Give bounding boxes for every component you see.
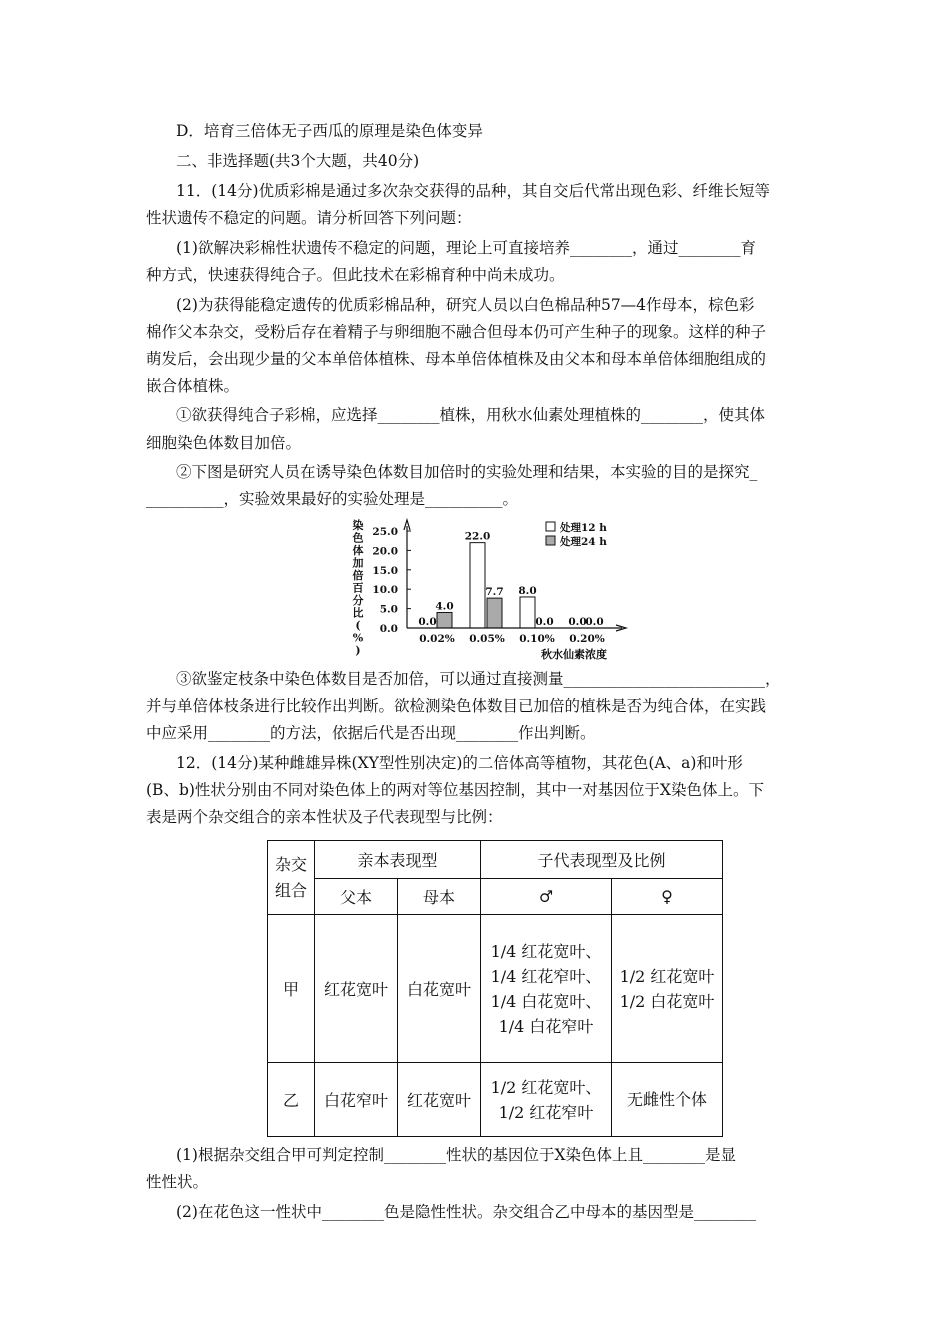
ratio-line: 1/2 白花宽叶 (619, 991, 715, 1011)
header-father: 父本 (315, 879, 398, 915)
legend-label: 处理24 h (560, 536, 607, 548)
y-axis-label-char: 加 (352, 556, 364, 570)
row-name: 甲 (268, 915, 315, 1063)
x-tick-label: 0.02% (419, 633, 455, 645)
y-axis-label (353, 518, 364, 657)
mother-phenotype: 白花宽叶 (398, 915, 481, 1063)
y-axis-label-char: 倍 (352, 569, 364, 582)
bar-value-label: 4.0 (435, 600, 454, 613)
table-row (268, 1063, 723, 1137)
y-tick-label: 25.0 (372, 526, 398, 538)
text-line: 棉作父本杂交，受粉后存在着精子与卵细胞不融合但母本仍可产生种子的现象。这样的种子 (146, 323, 767, 341)
ratio-line: 1/2 红花窄叶 (498, 1102, 594, 1122)
legend-label: 处理12 h (560, 522, 607, 534)
text-line: (B、b)性状分别由不同对染色体上的两对等位基因控制，其中一对基因位于X染色体上。下 (146, 781, 764, 799)
y-axis-ticks (372, 526, 411, 635)
ratio-line: 1/4 白花宽叶、 (490, 991, 602, 1011)
text-line: 细胞染色体数目加倍。 (146, 434, 302, 452)
bar-chart (350, 516, 640, 664)
header-cross-group-text: 杂交组合 (274, 854, 307, 900)
male-offspring (481, 1063, 612, 1137)
legend-swatch (546, 536, 555, 545)
y-tick-label: 15.0 (372, 564, 398, 577)
ratio-line: 1/2 红花宽叶、 (490, 1077, 602, 1097)
bar-value-label: 8.0 (518, 584, 537, 597)
section-heading: 二、非选择题(共3个大题，共40分) (176, 152, 420, 170)
y-tick-label: 10.0 (372, 584, 398, 597)
female-offspring (612, 1063, 723, 1137)
father-phenotype: 红花宽叶 (315, 915, 398, 1063)
y-axis-label-char: ( (355, 619, 361, 632)
subquestion-3: ③欲鉴定枝条中染色体数目是否加倍，可以通过直接测量__________________________， (176, 670, 781, 688)
ratio-line: 1/2 红花宽叶 (619, 966, 715, 986)
question-11-part-1: (1)欲解决彩棉性状遗传不稳定的问题，理论上可直接培养________，通过________育 (176, 239, 756, 257)
text-line: 嵌合体植株。 (146, 377, 240, 395)
bar-value-label: 22.0 (464, 530, 491, 543)
question-11-stem: 11．(14分)优质彩棉是通过多次杂交获得的品种，其自交后代常出现色彩、纤维长短等 (176, 182, 771, 200)
text-line: 并与单倍体枝条进行比较作出判断。欲检测染色体数目已加倍的植株是否为纯合体，在实践 (146, 697, 767, 715)
header-mother: 母本 (398, 879, 481, 915)
y-axis-label-char: ) (355, 644, 361, 657)
x-tick-label: 0.20% (569, 633, 605, 645)
bar-value-label: 0.0 (418, 616, 437, 628)
bar-value-label: 0.0 (568, 616, 587, 628)
y-axis-label-char: 百 (352, 581, 364, 595)
y-tick-label: 0.0 (379, 623, 398, 635)
text-line: 表是两个杂交组合的亲本性状及子代表现型与比例： (146, 808, 503, 826)
cross-results-table (267, 840, 723, 1137)
header-male-symbol: ♂ (481, 879, 612, 915)
header-parents: 亲本表现型 (315, 841, 481, 879)
y-axis-label-char: 色 (352, 531, 364, 545)
subquestion-2: ②下图是研究人员在诱导染色体数目加倍时的实验处理和结果，本实验的目的是探究_ (176, 463, 758, 481)
subquestion-1: ①欲获得纯合子彩棉，应选择________植株，用秋水仙素处理植株的________，使其体 (176, 406, 766, 424)
header-female-symbol: ♀ (612, 879, 723, 915)
bar-value-label: 0.0 (585, 616, 604, 628)
question-12-stem: 12．(14分)某种雌雄异株(XY型性别决定)的二倍体高等植物，其花色(A、a)和叶形 (176, 754, 743, 772)
ratio-line: 1/4 红花窄叶、 (490, 966, 602, 986)
question-12-part-1: (1)根据杂交组合甲可判定控制________性状的基因位于X染色体上且________是显 (176, 1146, 736, 1164)
row-name: 乙 (268, 1063, 315, 1137)
x-tick-label: 0.10% (519, 633, 555, 645)
bar-value-label: 7.7 (485, 586, 504, 599)
question-12-part-2: (2)在花色这一性状中________色是隐性性状。杂交组合乙中母本的基因型是________ (176, 1203, 756, 1221)
text-line: 中应采用________的方法，依据后代是否出现________作出判断。 (146, 724, 596, 742)
y-axis-label-char: 染 (352, 519, 364, 532)
y-axis-label-char: 分 (352, 594, 364, 607)
male-offspring (481, 915, 612, 1063)
header-offspring: 子代表现型及比例 (481, 841, 723, 879)
legend-swatch (546, 522, 555, 531)
y-tick-label: 20.0 (372, 545, 398, 558)
mother-phenotype: 红花宽叶 (398, 1063, 481, 1137)
female-offspring (612, 915, 723, 1063)
header-cross-group (268, 841, 315, 915)
ratio-line: 1/4 白花窄叶 (498, 1016, 594, 1036)
bar (437, 612, 452, 628)
option-d: D．培育三倍体无子西瓜的原理是染色体变异 (176, 122, 483, 140)
text-line: 性状遗传不稳定的问题。请分析回答下列问题： (146, 209, 472, 227)
text-line: 性性状。 (146, 1173, 209, 1191)
ratio-line: 1/4 红花宽叶、 (490, 941, 602, 961)
y-axis-label-char: % (352, 631, 364, 645)
bar (470, 543, 485, 628)
y-axis-label-char: 体 (352, 544, 364, 557)
text-line: __________，实验效果最好的实验处理是__________。 (146, 490, 519, 508)
table-row (268, 915, 723, 1063)
father-phenotype: 白花窄叶 (315, 1063, 398, 1137)
question-11-part-2: (2)为获得能稳定遗传的优质彩棉品种，研究人员以白色棉品种57—4作母本，棕色彩 (176, 296, 755, 314)
x-tick-label: 0.05% (469, 633, 505, 645)
ratio-line: 无雌性个体 (626, 1090, 707, 1109)
bar (520, 597, 535, 628)
x-axis-categories (419, 633, 605, 645)
text-line: 萌发后，会出现少量的父本单倍体植株、母本单倍体植株及由父本和母本单倍体细胞组成的 (146, 350, 767, 368)
y-axis-label-char: 比 (352, 606, 364, 620)
x-axis-label: 秋水仙素浓度 (541, 648, 607, 661)
text-line: 种方式，快速获得纯合子。但此技术在彩棉育种中尚未成功。 (146, 266, 565, 284)
bar (487, 598, 502, 628)
bar-value-label: 0.0 (535, 616, 554, 628)
y-tick-label: 5.0 (379, 603, 398, 616)
chart-legend (546, 521, 607, 548)
